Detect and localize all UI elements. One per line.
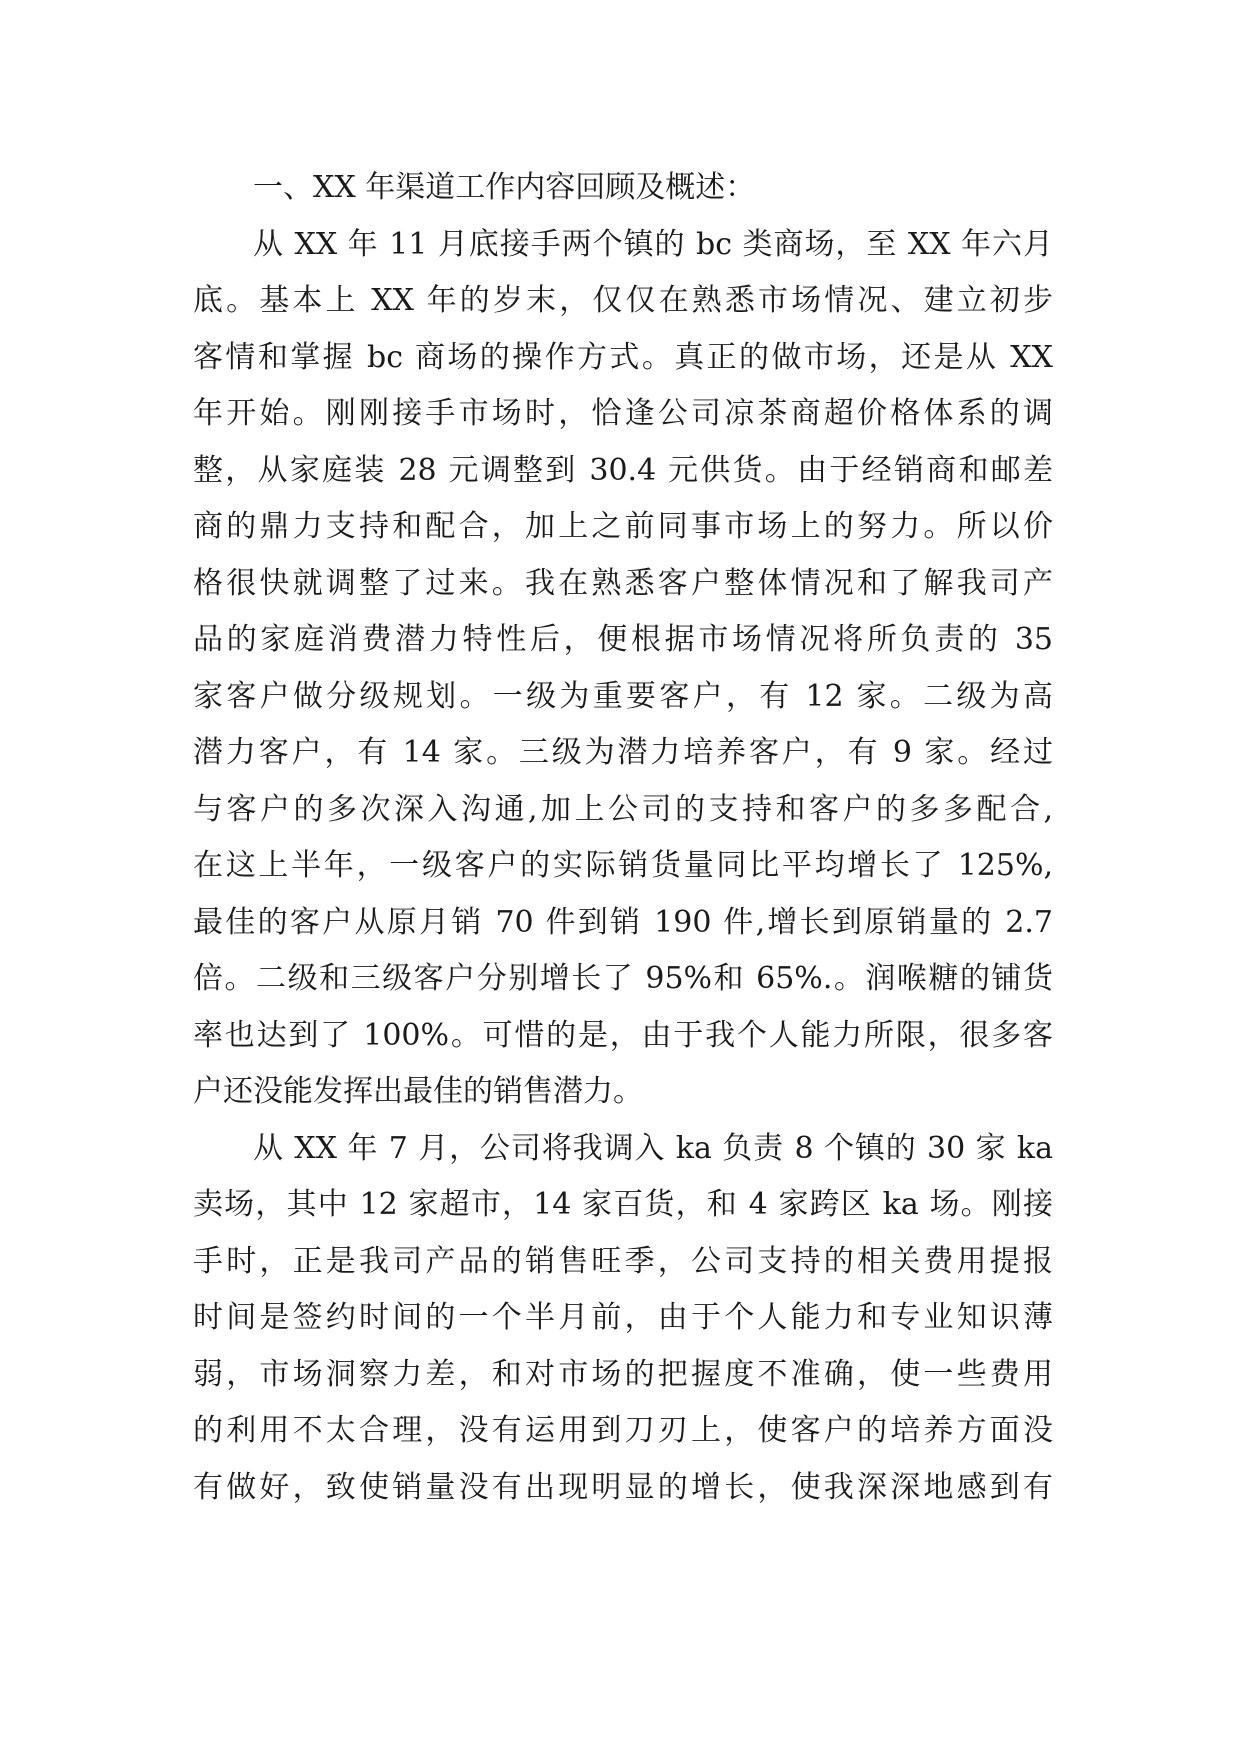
- paragraph-2: [193, 1121, 1053, 1517]
- text-line: 商的鼎力支持和配合，加上之前同事市场上的努力。所以价: [193, 509, 1053, 544]
- text-line: 从 XX 年 7 月，公司将我调入 ka 负责 8 个镇的 30 家 ka: [253, 1130, 1053, 1166]
- text-line: 客情和掌握 bc 商场的操作方式。真正的做市场，还是从 XX: [193, 339, 1053, 375]
- text-line: 的利用不太合理，没有运用到刀刃上，使客户的培养方面没: [193, 1413, 1053, 1448]
- text-line: 从 XX 年 11 月底接手两个镇的 bc 类商场，至 XX 年六月: [253, 226, 1053, 262]
- text-line: 底。基本上 XX 年的岁末，仅仅在熟悉市场情况、建立初步: [193, 283, 1053, 318]
- text-line: 在这上半年，一级客户的实际销货量同比平均增长了 125%,: [193, 848, 1053, 883]
- section-heading: 一、XX 年渠道工作内容回顾及概述：: [253, 170, 756, 205]
- text-line: 品的家庭消费潜力特性后，便根据市场情况将所负责的 35: [193, 622, 1053, 657]
- text-line: 格很快就调整了过来。我在熟悉客户整体情况和了解我司产: [193, 565, 1053, 601]
- text-line: 家客户做分级规划。一级为重要客户，有 12 家。二级为高: [193, 678, 1053, 714]
- text-line: 整，从家庭装 28 元调整到 30.4 元供货。由于经销商和邮差: [193, 452, 1053, 488]
- text-line: 最佳的客户从原月销 70 件到销 190 件,增长到原销量的 2.7: [193, 904, 1053, 940]
- text-line: 与客户的多次深入沟通,加上公司的支持和客户的多多配合,: [193, 791, 1053, 827]
- text-line: 弱，市场洞察力差，和对市场的把握度不准确，使一些费用: [193, 1356, 1053, 1392]
- document-body: [193, 160, 1053, 1516]
- text-line: 倍。二级和三级客户分别增长了 95%和 65%.。润喉糖的铺货: [193, 961, 1053, 996]
- text-line: 潜力客户，有 14 家。三级为潜力培养客户，有 9 家。经过: [193, 735, 1053, 770]
- paragraph-1: [193, 217, 1053, 1121]
- text-line: 有做好，致使销量没有出现明显的增长，使我深深地感到有: [193, 1469, 1053, 1505]
- text-line: 户还没能发挥出最佳的销售潜力。: [193, 1074, 643, 1109]
- text-line: 卖场，其中 12 家超市，14 家百货，和 4 家跨区 ka 场。刚接: [193, 1187, 1053, 1222]
- text-line: 率也达到了 100%。可惜的是，由于我个人能力所限，很多客: [193, 1017, 1053, 1053]
- text-line: 手时，正是我司产品的销售旺季，公司支持的相关费用提报: [193, 1243, 1053, 1279]
- text-line: 年开始。刚刚接手市场时，恰逢公司凉茶商超价格体系的调: [193, 396, 1053, 431]
- text-line: 时间是签约时间的一个半月前，由于个人能力和专业知识薄: [193, 1300, 1053, 1335]
